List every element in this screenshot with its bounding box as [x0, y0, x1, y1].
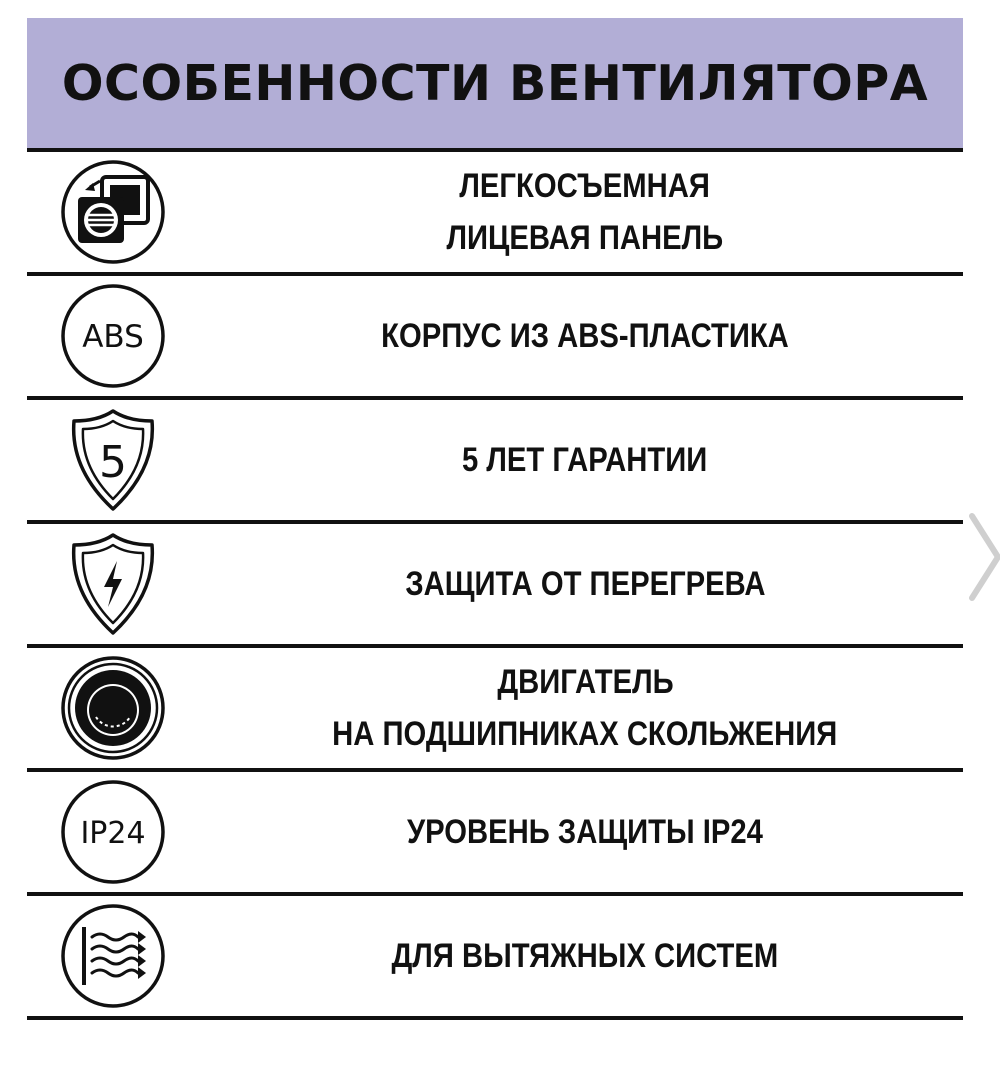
feature-row [27, 276, 963, 400]
abs-icon-text: ABS [82, 319, 144, 355]
feature-row [27, 524, 963, 648]
motor-bearing-icon [59, 654, 167, 762]
feature-label: ЛЕГКОСЪЕМНАЯ [459, 167, 711, 205]
feature-row [27, 896, 963, 1020]
warranty-shield-icon [59, 406, 167, 514]
feature-label: УРОВЕНЬ ЗАЩИТЫ IP24 [407, 813, 763, 851]
abs-icon [59, 282, 167, 390]
feature-label: НА ПОДШИПНИКАХ СКОЛЬЖЕНИЯ [332, 715, 838, 753]
warranty-icon-text: 5 [99, 437, 127, 488]
feature-row [27, 648, 963, 772]
feature-row [27, 772, 963, 896]
feature-label: ЛИЦЕВАЯ ПАНЕЛЬ [446, 219, 724, 257]
feature-label: ДЛЯ ВЫТЯЖНЫХ СИСТЕМ [391, 937, 779, 975]
chevron-right-icon[interactable] [968, 512, 1000, 602]
feature-row [27, 400, 963, 524]
overheat-shield-icon [59, 530, 167, 638]
exhaust-airflow-icon [59, 902, 167, 1010]
feature-label: 5 ЛЕТ ГАРАНТИИ [462, 441, 708, 479]
feature-label: КОРПУС ИЗ ABS-ПЛАСТИКА [381, 317, 789, 355]
ip24-icon [59, 778, 167, 886]
feature-label: ДВИГАТЕЛЬ [496, 663, 674, 701]
ip24-icon-text: IP24 [80, 816, 146, 851]
features-panel [27, 18, 963, 1020]
feature-row [27, 152, 963, 276]
feature-label: ЗАЩИТА ОТ ПЕРЕГРЕВА [404, 565, 766, 603]
removable-panel-icon [59, 158, 167, 266]
features-header [27, 18, 963, 152]
page-title: ОСОБЕННОСТИ ВЕНТИЛЯТОРА [61, 54, 929, 112]
